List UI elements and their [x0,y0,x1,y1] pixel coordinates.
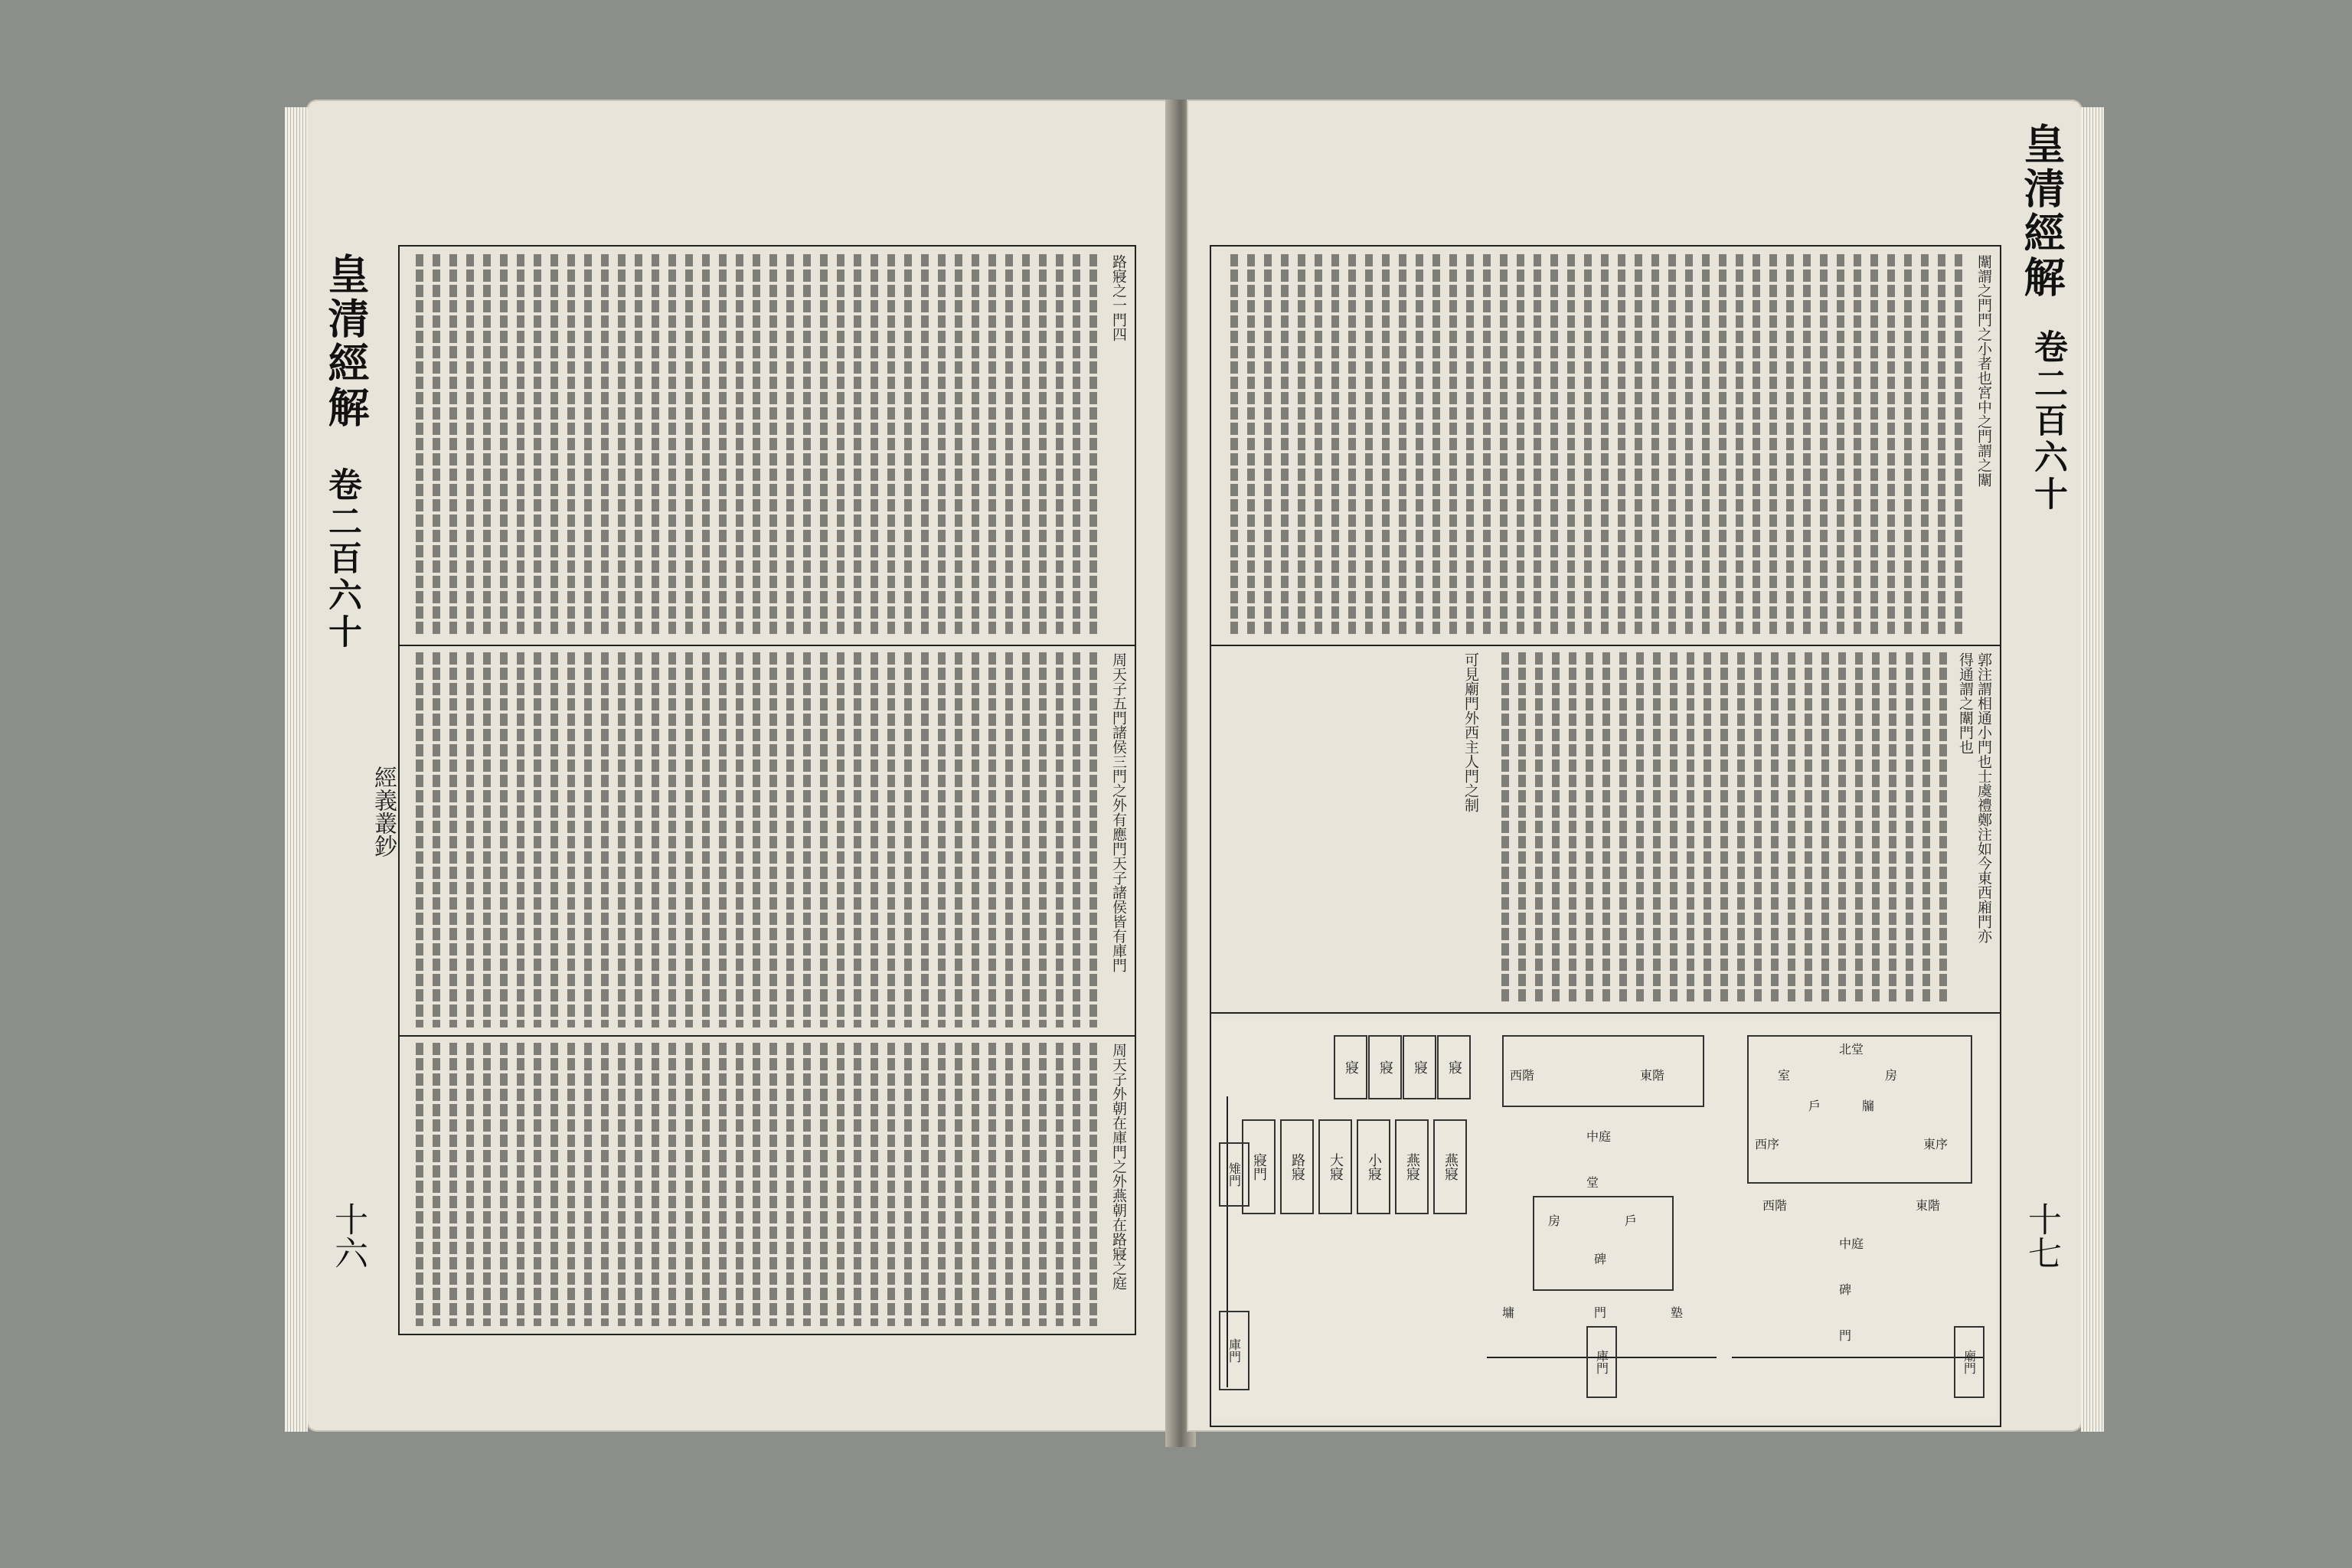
court-diagram [1487,1035,1717,1403]
hall-box: 寢 [1403,1035,1436,1099]
temple-hall-outline [1747,1035,1972,1184]
left-text-block-lower [415,1043,1104,1326]
hall-box: 寢 [1368,1035,1402,1099]
court-label: 房 [1548,1214,1561,1228]
temple-label: 東序 [1923,1137,1949,1152]
hall-box: 小寢 [1357,1119,1390,1214]
temple-label: 碑 [1839,1282,1852,1297]
left-running-title: 皇清經解 [322,253,371,430]
temple-label: 房 [1885,1068,1898,1083]
temple-label: 牖 [1862,1099,1875,1113]
temple-diagram [1732,1035,1984,1403]
court-label: 門 [1594,1305,1607,1320]
court-label: 東階 [1640,1068,1665,1083]
hall-box: 大寢 [1318,1119,1352,1214]
right-text-block-middle [1494,652,1954,1004]
left-upper-rule [400,645,1135,646]
left-series-note: 經義叢鈔 [370,766,397,858]
court-label: 戶 [1625,1214,1638,1228]
temple-label: 戶 [1808,1099,1821,1113]
inner-hall-outline [1533,1196,1674,1291]
right-text-frame [1210,245,2001,1427]
court-label: 堂 [1586,1175,1599,1190]
open-book [306,100,2082,1524]
left-volume-label: 卷二百六十 [322,467,361,651]
palace-diagram [1219,1035,1472,1403]
left-text-block-upper [415,254,1104,637]
hall-box: 寢門 [1242,1119,1276,1214]
left-column-2: 周天子外朝在庫門之外燕朝在路寢之庭 [1110,1043,1127,1290]
temple-label: 西序 [1755,1137,1780,1152]
left-page [306,100,1171,1432]
right-text-block-upper [1227,254,1969,637]
temple-label: 中庭 [1839,1236,1864,1251]
temple-label: 室 [1778,1068,1791,1083]
hall-box: 寢 [1437,1035,1471,1099]
diagram-area [1211,1020,1997,1418]
right-upper-rule [1211,645,2000,646]
hall-box: 燕寢 [1433,1119,1467,1214]
hall-box: 燕寢 [1395,1119,1429,1214]
court-label: 塾 [1671,1305,1684,1320]
hall-box: 路寢 [1280,1119,1314,1214]
temple-label: 西階 [1762,1198,1788,1213]
gate-box: 庫門 [1586,1326,1617,1398]
gate-box: 庫門 [1219,1311,1250,1390]
gate-box: 雉門 [1219,1142,1250,1207]
left-opening-line: 路寢之一門四 [1110,254,1127,341]
temple-label: 東階 [1916,1198,1941,1213]
right-volume-label: 卷二百六十 [2028,329,2067,513]
right-page-edge [2081,107,2104,1432]
left-page-edge [285,107,308,1432]
right-column-1: 闈謂之門門之小者也宮中之門謂之闈 [1975,254,1992,487]
left-text-frame [398,245,1136,1335]
temple-label: 北堂 [1839,1042,1864,1057]
left-column-1: 周天子五門諸侯三門之外有應門天子諸侯皆有庫門 [1110,652,1127,972]
court-label: 西階 [1510,1068,1535,1083]
left-text-block-middle [415,652,1104,1027]
right-page [1187,100,2082,1432]
right-page-number: 十七 [2022,1202,2061,1269]
court-label: 墉 [1502,1305,1515,1320]
right-lower-rule [1211,1012,2000,1014]
court-label: 碑 [1594,1252,1607,1266]
court-label: 中庭 [1586,1129,1612,1144]
gate-box: 廟門 [1954,1326,1984,1398]
temple-baseline [1732,1357,1984,1358]
temple-label: 門 [1839,1328,1852,1343]
right-column-2: 郭注謂相通小門也士虞禮鄭注如今東西廂門亦 [1975,652,1992,943]
left-page-number: 十六 [328,1202,368,1269]
hall-box: 寢 [1334,1035,1367,1099]
right-running-title: 皇清經解 [2017,122,2066,300]
right-column-4: 可見廟門外西主人門之制 [1462,652,1479,812]
left-lower-rule [400,1035,1135,1037]
right-column-3: 得通謂之闈門也 [1957,652,1974,754]
